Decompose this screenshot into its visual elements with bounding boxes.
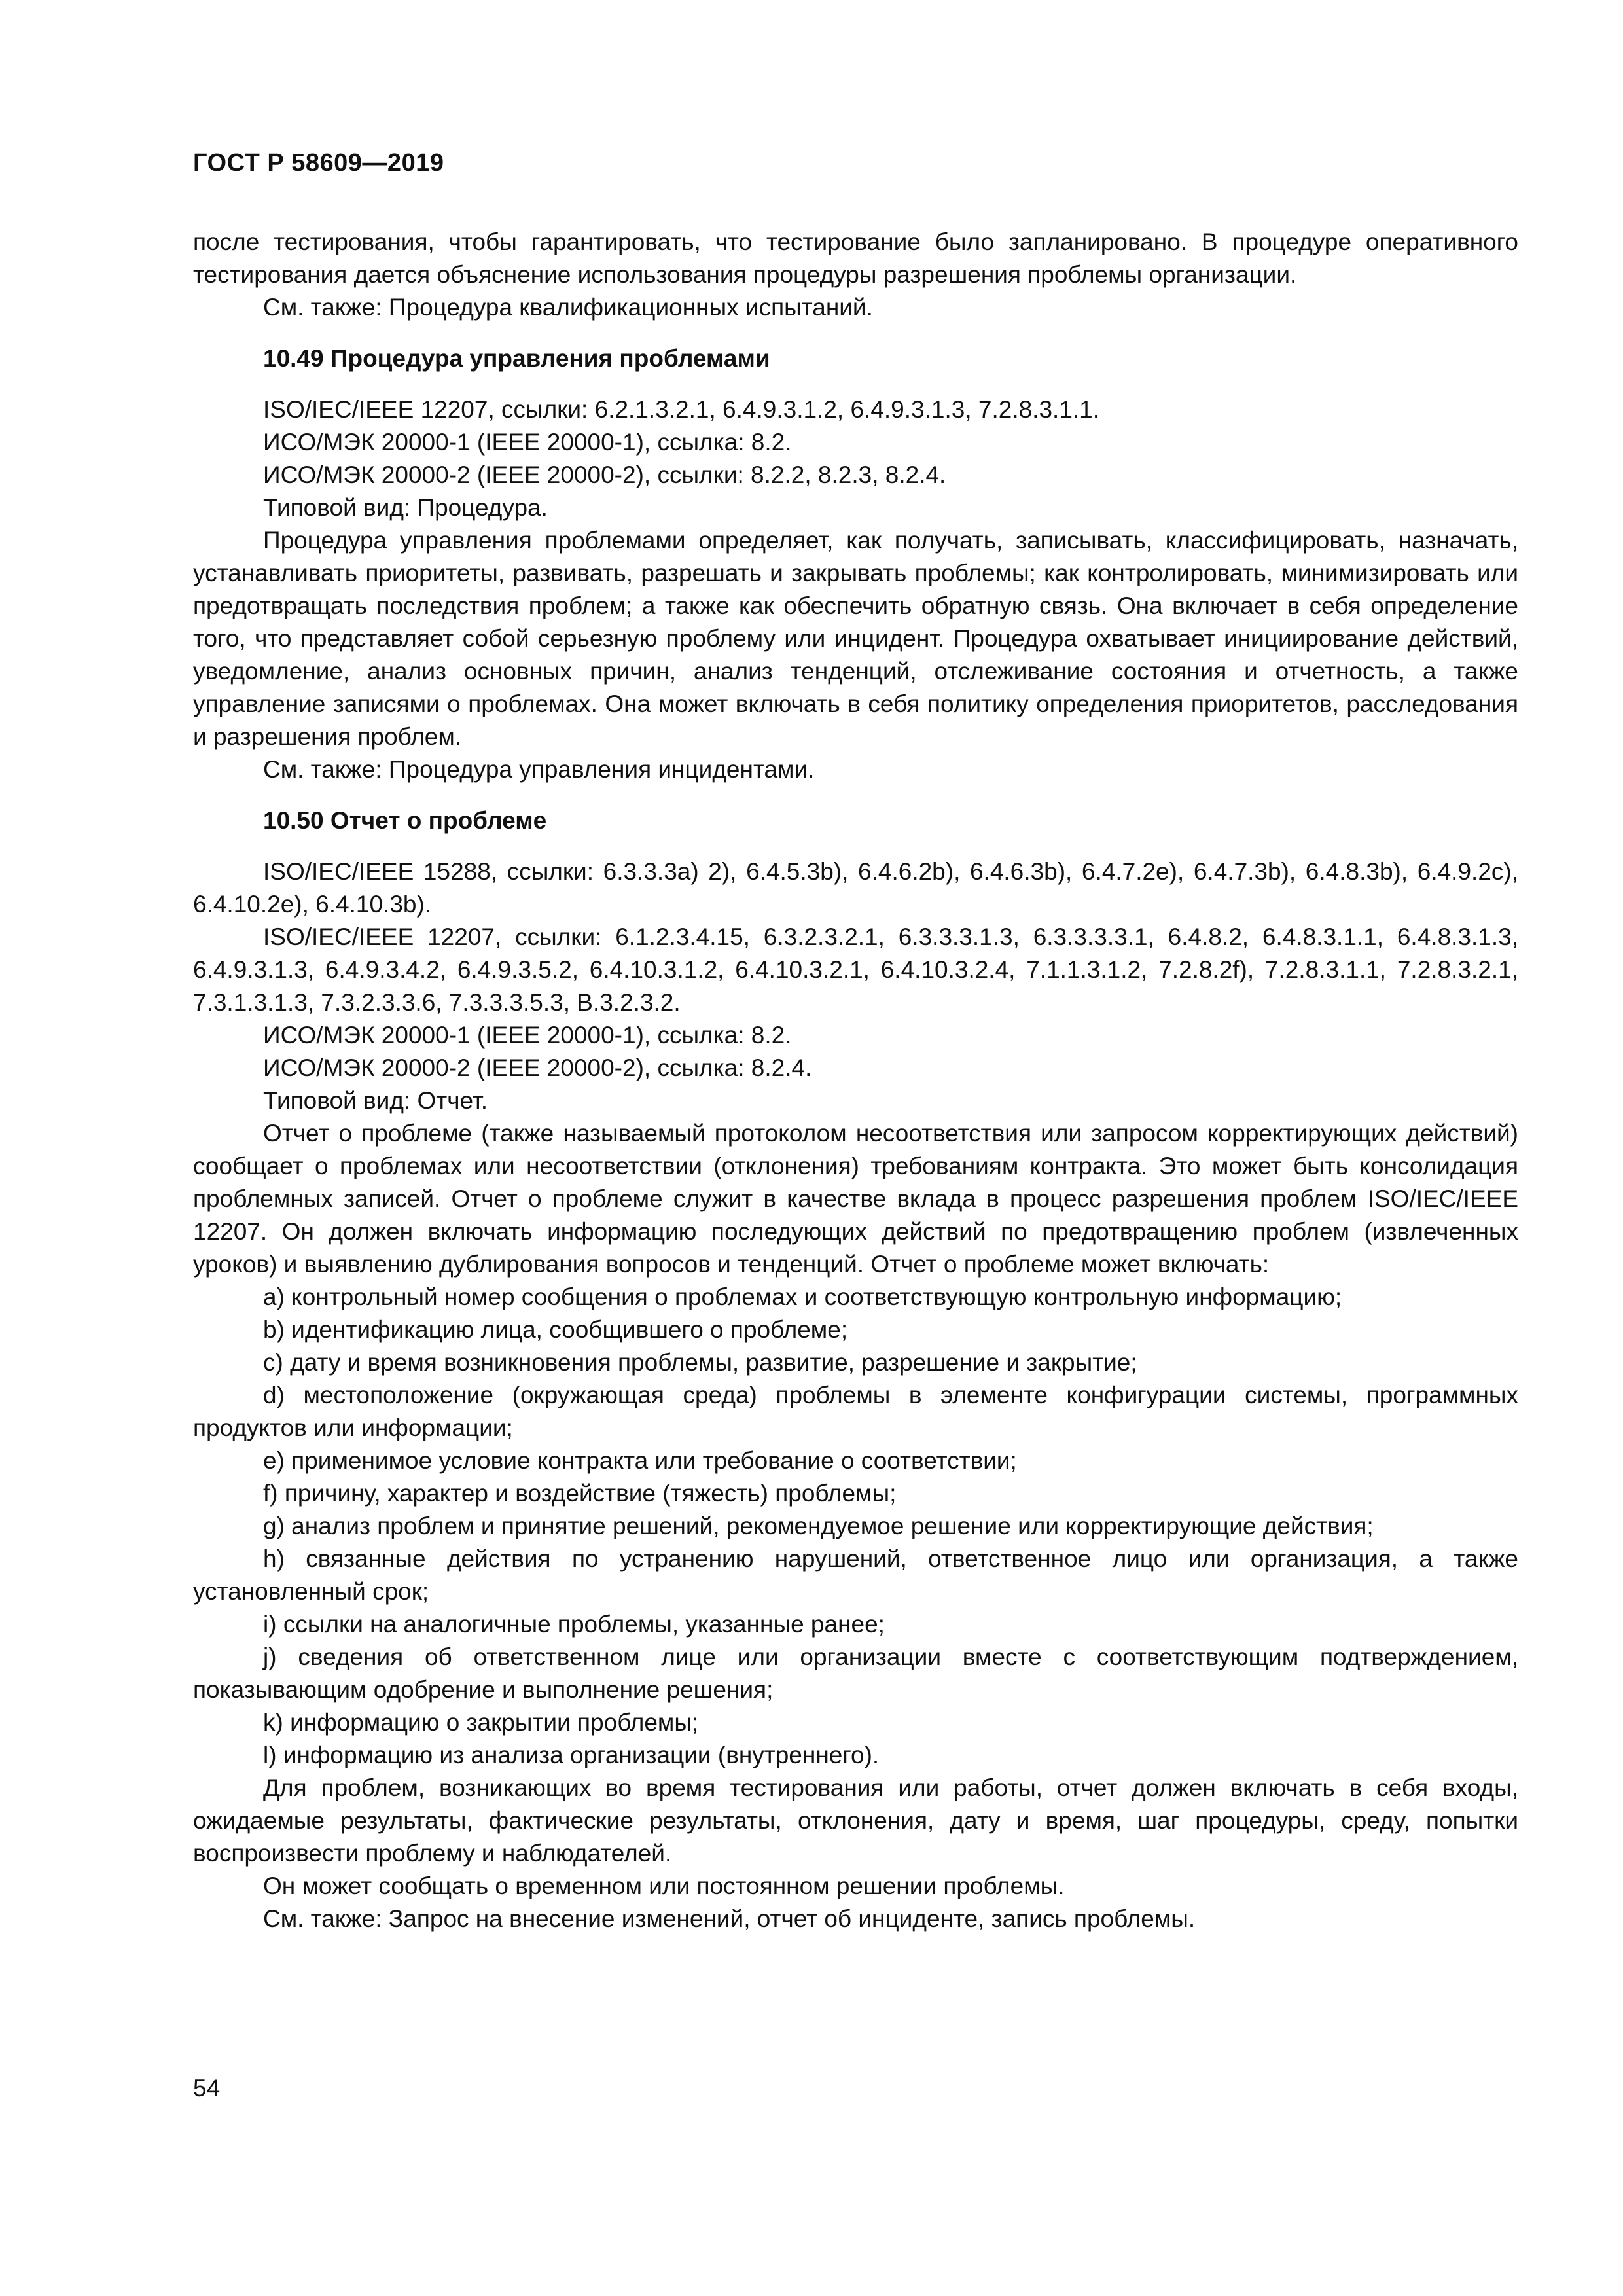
testing-paragraph: Для проблем, возникающих во время тестирования или работы, отчет должен включать в себя входы, ожидаемые результаты, фактические результаты, отклонения, дату и время, шаг процедуры, среду, попытки воспроизвести проблему и наблюдателей. <box>193 1774 1518 1867</box>
see-also-line: См. также: Запрос на внесение изменений, отчет об инциденте, запись проблемы. <box>263 1905 1196 1932</box>
list-item: j) сведения об ответственном лице или организации вместе с соответствующим подтверждением, показывающим одобрение и выполнение решения; <box>193 1643 1518 1703</box>
list-item: f) причину, характер и воздействие (тяжесть) проблемы; <box>263 1480 897 1507</box>
type-line: Типовой вид: Процедура. <box>263 494 548 521</box>
section-body: Отчет о проблеме (также называемый протоколом несоответствия или запросом корректирующих действий) сообщает о проблемах или несоответствии (отклонения) требованиям контракта. Это может быть консолидация проблемных записей. Отчет о проблеме служит в качестве вклада в процесс разрешения проблем ISO/IEC/IEEE 12207. Он должен включать информацию последующих действий по предотвращению проблем (извлеченных уроков) и выявлению дублирования вопросов и тенденций. Отчет о проблеме может включать: <box>193 1120 1518 1278</box>
reference-line: ИСО/МЭК 20000-2 (IEEE 20000-2), ссылки: 8.2.2, 8.2.3, 8.2.4. <box>263 461 946 488</box>
type-line: Типовой вид: Отчет. <box>263 1087 488 1114</box>
solution-paragraph: Он может сообщать о временном или постоянном решении проблемы. <box>263 1873 1065 1899</box>
list-item: b) идентификацию лица, сообщившего о проблеме; <box>263 1316 848 1343</box>
page-number: 54 <box>193 2075 221 2102</box>
see-also-qualification: См. также: Процедура квалификационных испытаний. <box>263 294 873 321</box>
section-body: Процедура управления проблемами определяет, как получать, записывать, классифицировать, назначать, устанавливать приоритеты, развивать, разрешать и закрывать проблемы; как контролировать, минимизировать или предотвращать последствия проблем; а также как обеспечить обратную связь. Она включает в себя определение того, что представляет собой серьезную проблему или инцидент. Процедура охватывает инициирование действий, уведомление, анализ основных причин, анализ тенденций, отслеживание состояния и отчетность, а также управление записями о проблемах. Она может включать в себя политику определения приоритетов, расследования и разрешения проблем. <box>193 527 1518 750</box>
see-also-line: См. также: Процедура управления инцидентами. <box>263 756 815 783</box>
section-10-50-heading: 10.50 Отчет о проблеме <box>263 807 547 834</box>
list-item: l) информацию из анализа организации (внутреннего). <box>263 1742 880 1768</box>
list-item: e) применимое условие контракта или требование о соответствии; <box>263 1447 1017 1474</box>
reference-line: ИСО/МЭК 20000-1 (IEEE 20000-1), ссылка: 8.2. <box>263 1022 792 1049</box>
reference-line: ИСО/МЭК 20000-2 (IEEE 20000-2), ссылка: 8.2.4. <box>263 1054 812 1081</box>
reference-line: ИСО/МЭК 20000-1 (IEEE 20000-1), ссылка: 8.2. <box>263 429 792 456</box>
page-content <box>193 226 1518 1935</box>
reference-line: ISO/IEC/IEEE 12207, ссылки: 6.1.2.3.4.15, 6.3.2.3.2.1, 6.3.3.3.1.3, 6.3.3.3.3.1, 6.4.8.2, 6.4.8.3.1.1, 6.4.8.3.1.3, 6.4.9.3.1.3, 6.4.9.3.4.2, 6.4.9.3.5.2, 6.4.10.3.1.2, 6.4.10.3.2.1, 6.4.10.3.2.4, 7.1.1.3.1.2, 7.2.8.2f), 7.2.8.3.1.1, 7.2.8.3.2.1, 7.3.1.3.1.3, 7.3.2.3.3.6, 7.3.3.3.5.3, B.3.2.3.2. <box>193 924 1518 1016</box>
list-item: k) информацию о закрытии проблемы; <box>263 1709 699 1736</box>
reference-line: ISO/IEC/IEEE 12207, ссылки: 6.2.1.3.2.1, 6.4.9.3.1.2, 6.4.9.3.1.3, 7.2.8.3.1.1. <box>263 396 1100 423</box>
reference-line: ISO/IEC/IEEE 15288, ссылки: 6.3.3.3a) 2), 6.4.5.3b), 6.4.6.2b), 6.4.6.3b), 6.4.7.2e), 6.4.7.3b), 6.4.8.3b), 6.4.9.2c), 6.4.10.2e), 6.4.10.3b). <box>193 858 1518 918</box>
list-item: d) местоположение (окружающая среда) проблемы в элементе конфигурации системы, программных продуктов или информации; <box>193 1382 1518 1441</box>
list-item: a) контрольный номер сообщения о проблемах и соответствующую контрольную информацию; <box>263 1283 1342 1310</box>
list-item: c) дату и время возникновения проблемы, развитие, разрешение и закрытие; <box>263 1349 1137 1376</box>
document-code-header: ГОСТ Р 58609—2019 <box>193 149 444 177</box>
paragraph-continuation: после тестирования, чтобы гарантировать, что тестирование было запланировано. В процедуре оперативного тестирования дается объяснение использования процедуры разрешения проблемы организации. <box>193 228 1518 288</box>
section-10-49-heading: 10.49 Процедура управления проблемами <box>263 345 770 372</box>
list-item: h) связанные действия по устранению нарушений, ответственное лицо или организация, а также установленный срок; <box>193 1545 1518 1605</box>
list-item: i) ссылки на аналогичные проблемы, указанные ранее; <box>263 1611 885 1638</box>
list-item: g) анализ проблем и принятие решений, рекомендуемое решение или корректирующие действия; <box>263 1513 1374 1539</box>
